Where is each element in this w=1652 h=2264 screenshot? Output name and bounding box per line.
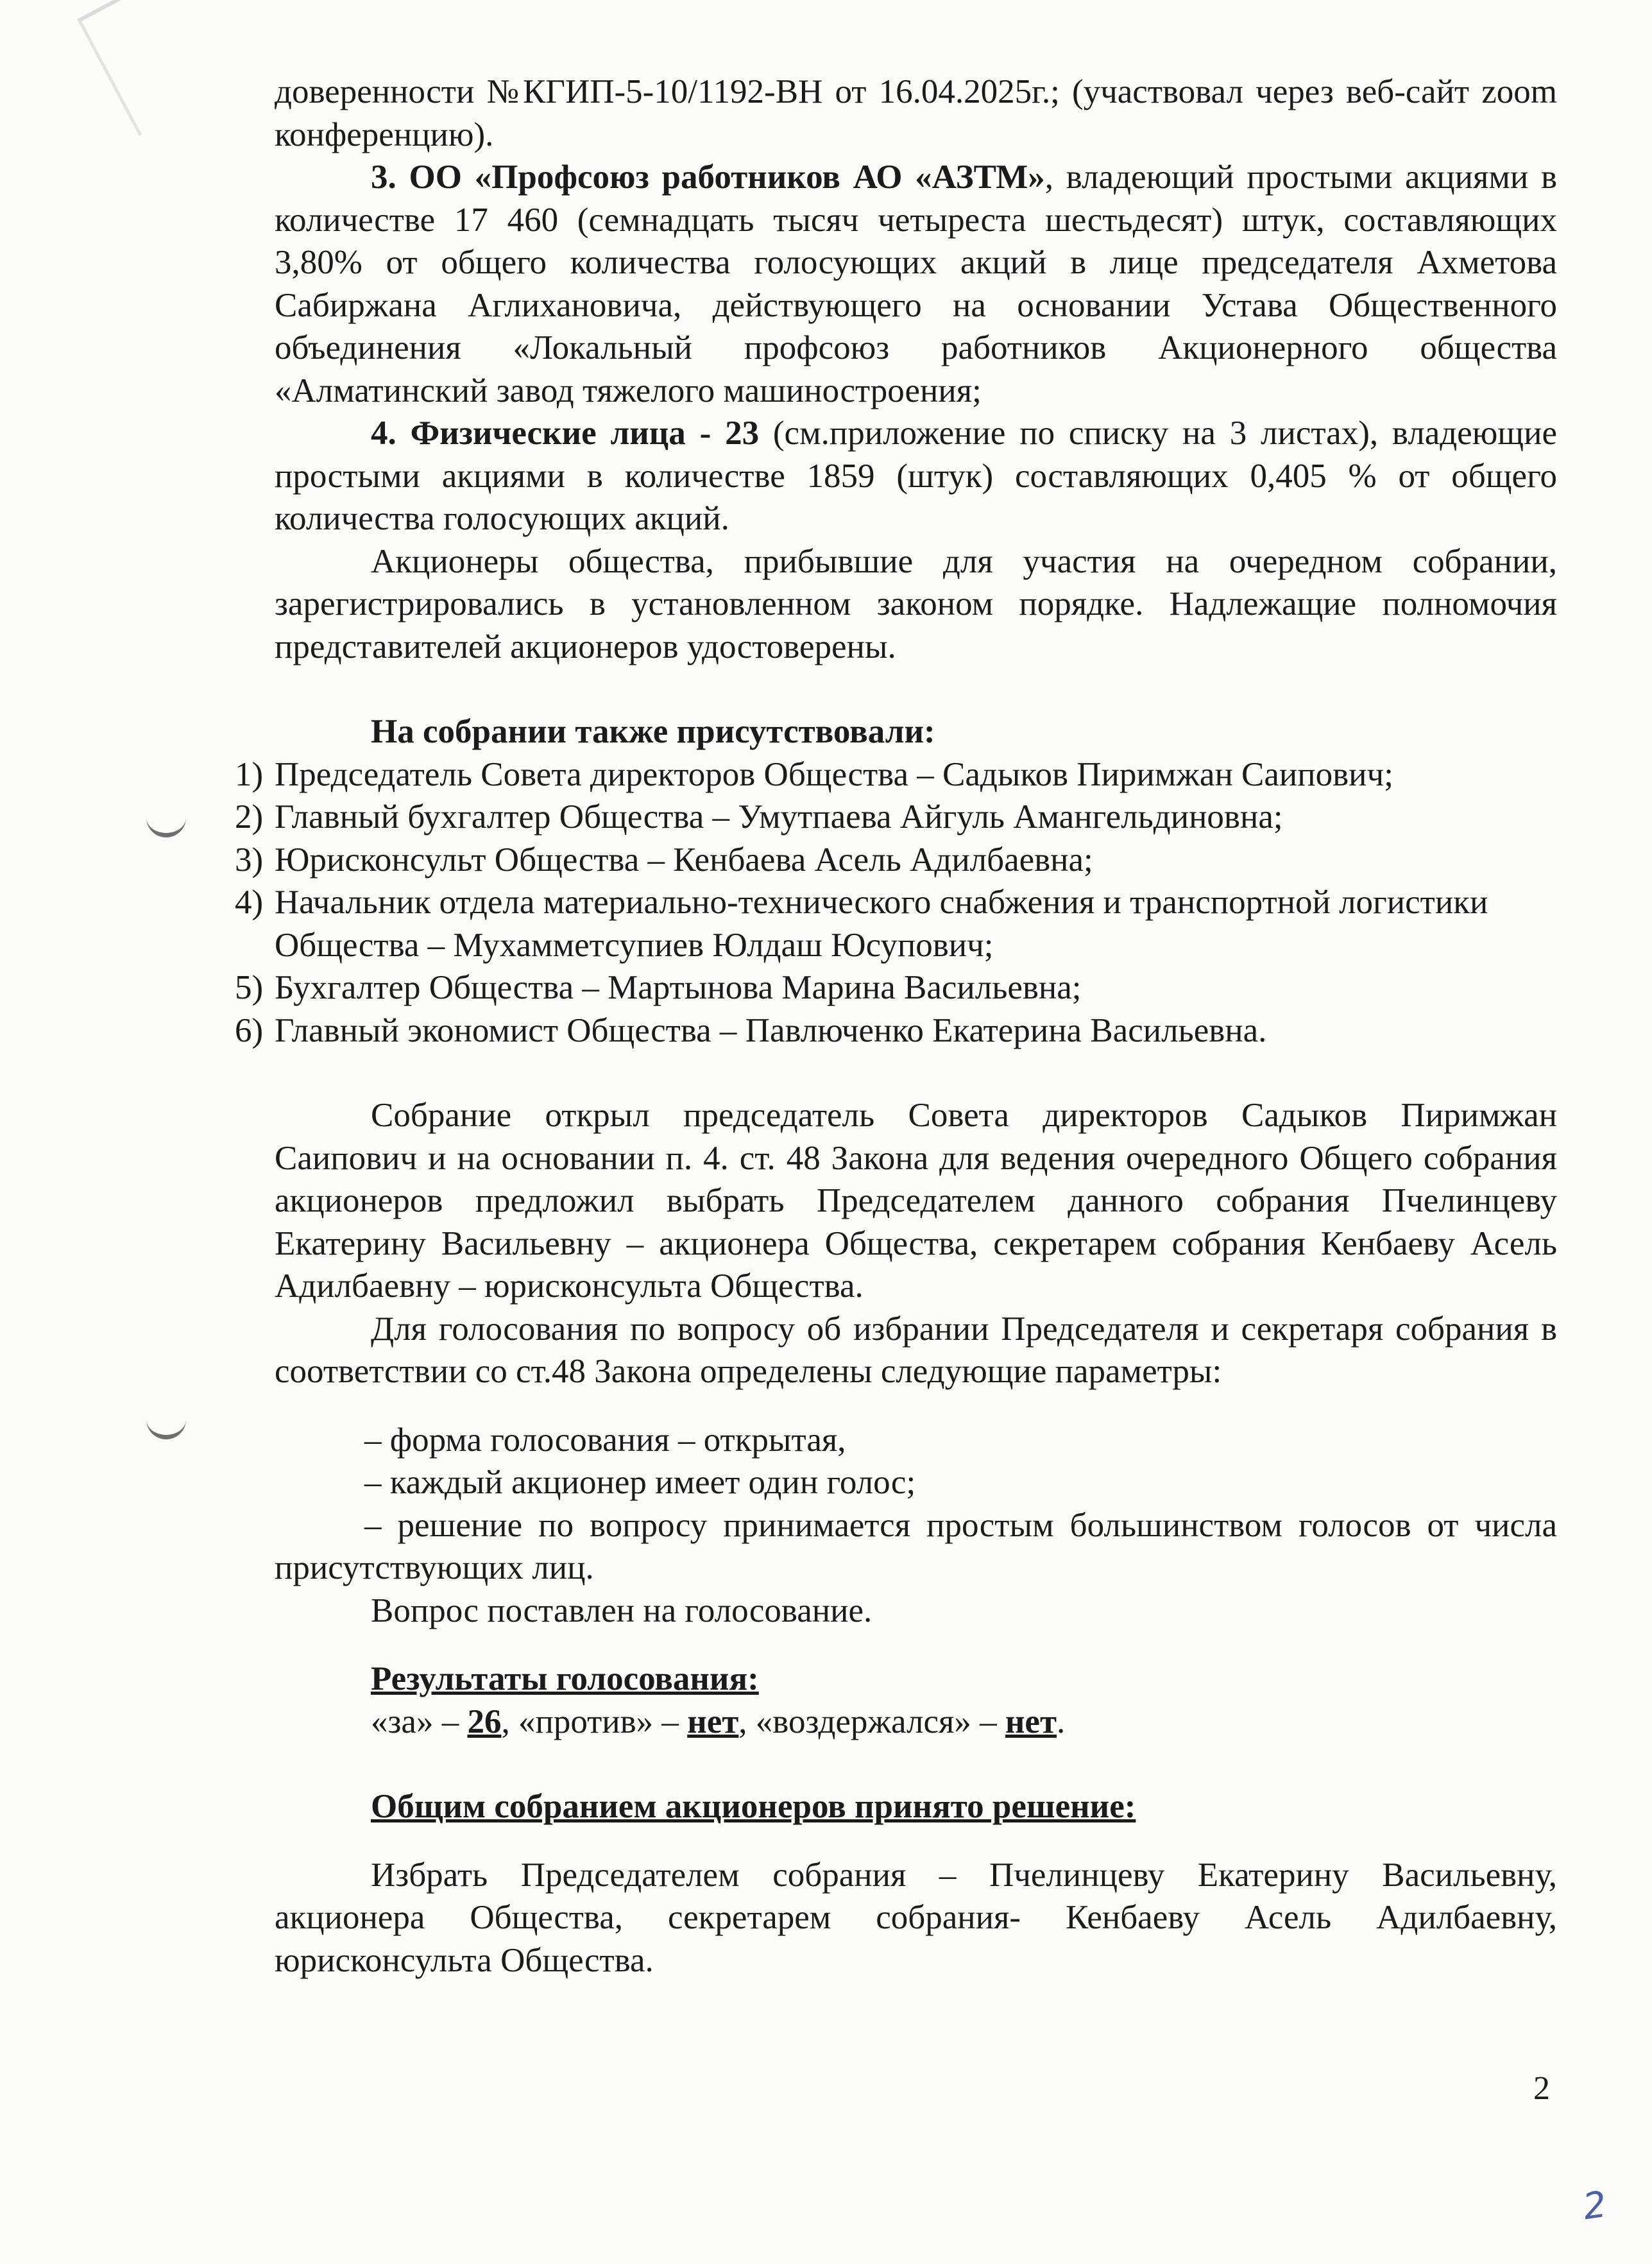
page-number: 2 <box>1533 2070 1550 2107</box>
results-heading: Результаты голосования: <box>371 1660 759 1697</box>
list-number: 2) <box>235 798 264 836</box>
list-number: 6) <box>235 1011 264 1049</box>
shareholder-item-4 <box>275 412 1557 540</box>
list-item <box>235 796 1557 839</box>
results-heading-line <box>275 1658 1557 1701</box>
document-body <box>235 71 1557 1982</box>
list-item <box>235 753 1557 796</box>
attendee-text: Бухгалтер Общества – Мартынова Марина Васильевна; <box>275 969 1082 1006</box>
put-to-vote-paragraph: Вопрос поставлен на голосование. <box>371 1591 873 1629</box>
attendee-text: Главный экономист Общества – Павлюченко Екатерина Васильевна. <box>275 1011 1267 1049</box>
attendee-text: Начальник отдела материально-технического снабжения и транспортной логистики Общества – Мухамметсупиев Юлдаш Юсупович; <box>275 884 1488 964</box>
voting-param-item: – каждый акционер имеет один голос; <box>364 1464 916 1501</box>
item-4-text: (см.приложение по списку на 3 листах), владеющие простыми акциями в количестве 1859 (штук) составляющих 0,405 % от общего количества голосующих акций. <box>275 415 1557 537</box>
punch-hole-mark <box>146 810 186 837</box>
abstain-value: нет <box>1005 1702 1057 1740</box>
voting-parameters-paragraph: Для голосования по вопросу об избрании Председателя и секретаря собрания в соответствии со ст.48 Закона определены следующие параметры: <box>275 1310 1557 1390</box>
results-end: . <box>1057 1702 1066 1740</box>
attendee-text: Председатель Совета директоров Общества – Садыков Пиримжан Саипович; <box>275 755 1393 793</box>
decision-heading-line <box>275 1785 1557 1828</box>
list-item <box>235 966 1557 1009</box>
item-3-title: 3. ОО «Профсоюз работников АО «АЗТМ» <box>371 159 1045 196</box>
list-number: 4) <box>235 884 264 921</box>
attendee-list <box>235 753 1557 1052</box>
registration-paragraph: Акционеры общества, прибывшие для участия на очередном собрании, зарегистрировались в установленном законом порядке. Надлежащие полномочия представителей акционеров удостоверены. <box>275 542 1557 665</box>
intro-continuation: доверенности №КГИП-5-10/1192-ВН от 16.04.2025г.; (участвовал через веб-сайт zoom конференцию). <box>275 73 1557 153</box>
abstain-label: , «воздержался» – <box>738 1702 1005 1740</box>
attendee-text: Юрисконсульт Общества – Кенбаева Асель Адилбаевна; <box>275 841 1093 879</box>
for-label: «за» – <box>371 1702 468 1740</box>
decision-heading: Общим собранием акционеров принято решение: <box>371 1788 1136 1825</box>
handwritten-page-mark: 2 <box>1580 2183 1609 2229</box>
also-present-heading: На собрании также присутствовали: <box>371 713 935 750</box>
list-item <box>235 881 1557 966</box>
meeting-opened-paragraph: Собрание открыл председатель Совета директоров Садыков Пиримжан Саипович и на основании п. 4. ст. 48 Закона для ведения очередного Общего собрания акционеров предложил выбрать Председателем данного собрания Пчелинцеву Екатерину Васильевну – акционера Общества, секретарем собрания Кенбаеву Асель Адилбаевну – юрисконсульта Общества. <box>275 1097 1557 1305</box>
decision-paragraph: Избрать Председателем собрания – Пчелинцеву Екатерину Васильевну, акционера Общества, секретарем собрания- Кенбаеву Асель Адилбаевну, юрисконсульта Общества. <box>275 1856 1557 1979</box>
voting-param-item: – решение по вопросу принимается простым большинством голосов от числа присутствующих лиц. <box>275 1506 1557 1586</box>
against-label: , «против» – <box>501 1702 688 1740</box>
for-value: 26 <box>467 1702 502 1740</box>
list-item <box>235 839 1557 882</box>
voting-param-item: – форма голосования – открытая, <box>364 1421 846 1459</box>
punch-hole-mark <box>146 1412 186 1439</box>
shareholder-item-3 <box>275 156 1557 412</box>
against-value: нет <box>687 1702 739 1740</box>
item-3-text: , владеющий простыми акциями в количестве 17 460 (семнадцать тысяч четыреста шестьдесят) штук, составляющих 3,80% от общего количества голосующих акций в лице председателя Ахметова Сабиржана Аглихановича, действующего на основании Устава Общественного объединения «Локальный профсоюз работников Акционерного общества «Алматинский завод тяжелого машиностроения; <box>275 159 1557 409</box>
item-4-title: 4. Физические лица - 23 <box>371 415 760 452</box>
list-number: 3) <box>235 841 264 879</box>
list-item <box>235 1009 1557 1052</box>
list-number: 5) <box>235 969 264 1006</box>
list-number: 1) <box>235 755 264 793</box>
attendee-text: Главный бухгалтер Общества – Умутпаева Айгуль Амангельдиновна; <box>275 798 1283 836</box>
results-line <box>275 1701 1557 1744</box>
